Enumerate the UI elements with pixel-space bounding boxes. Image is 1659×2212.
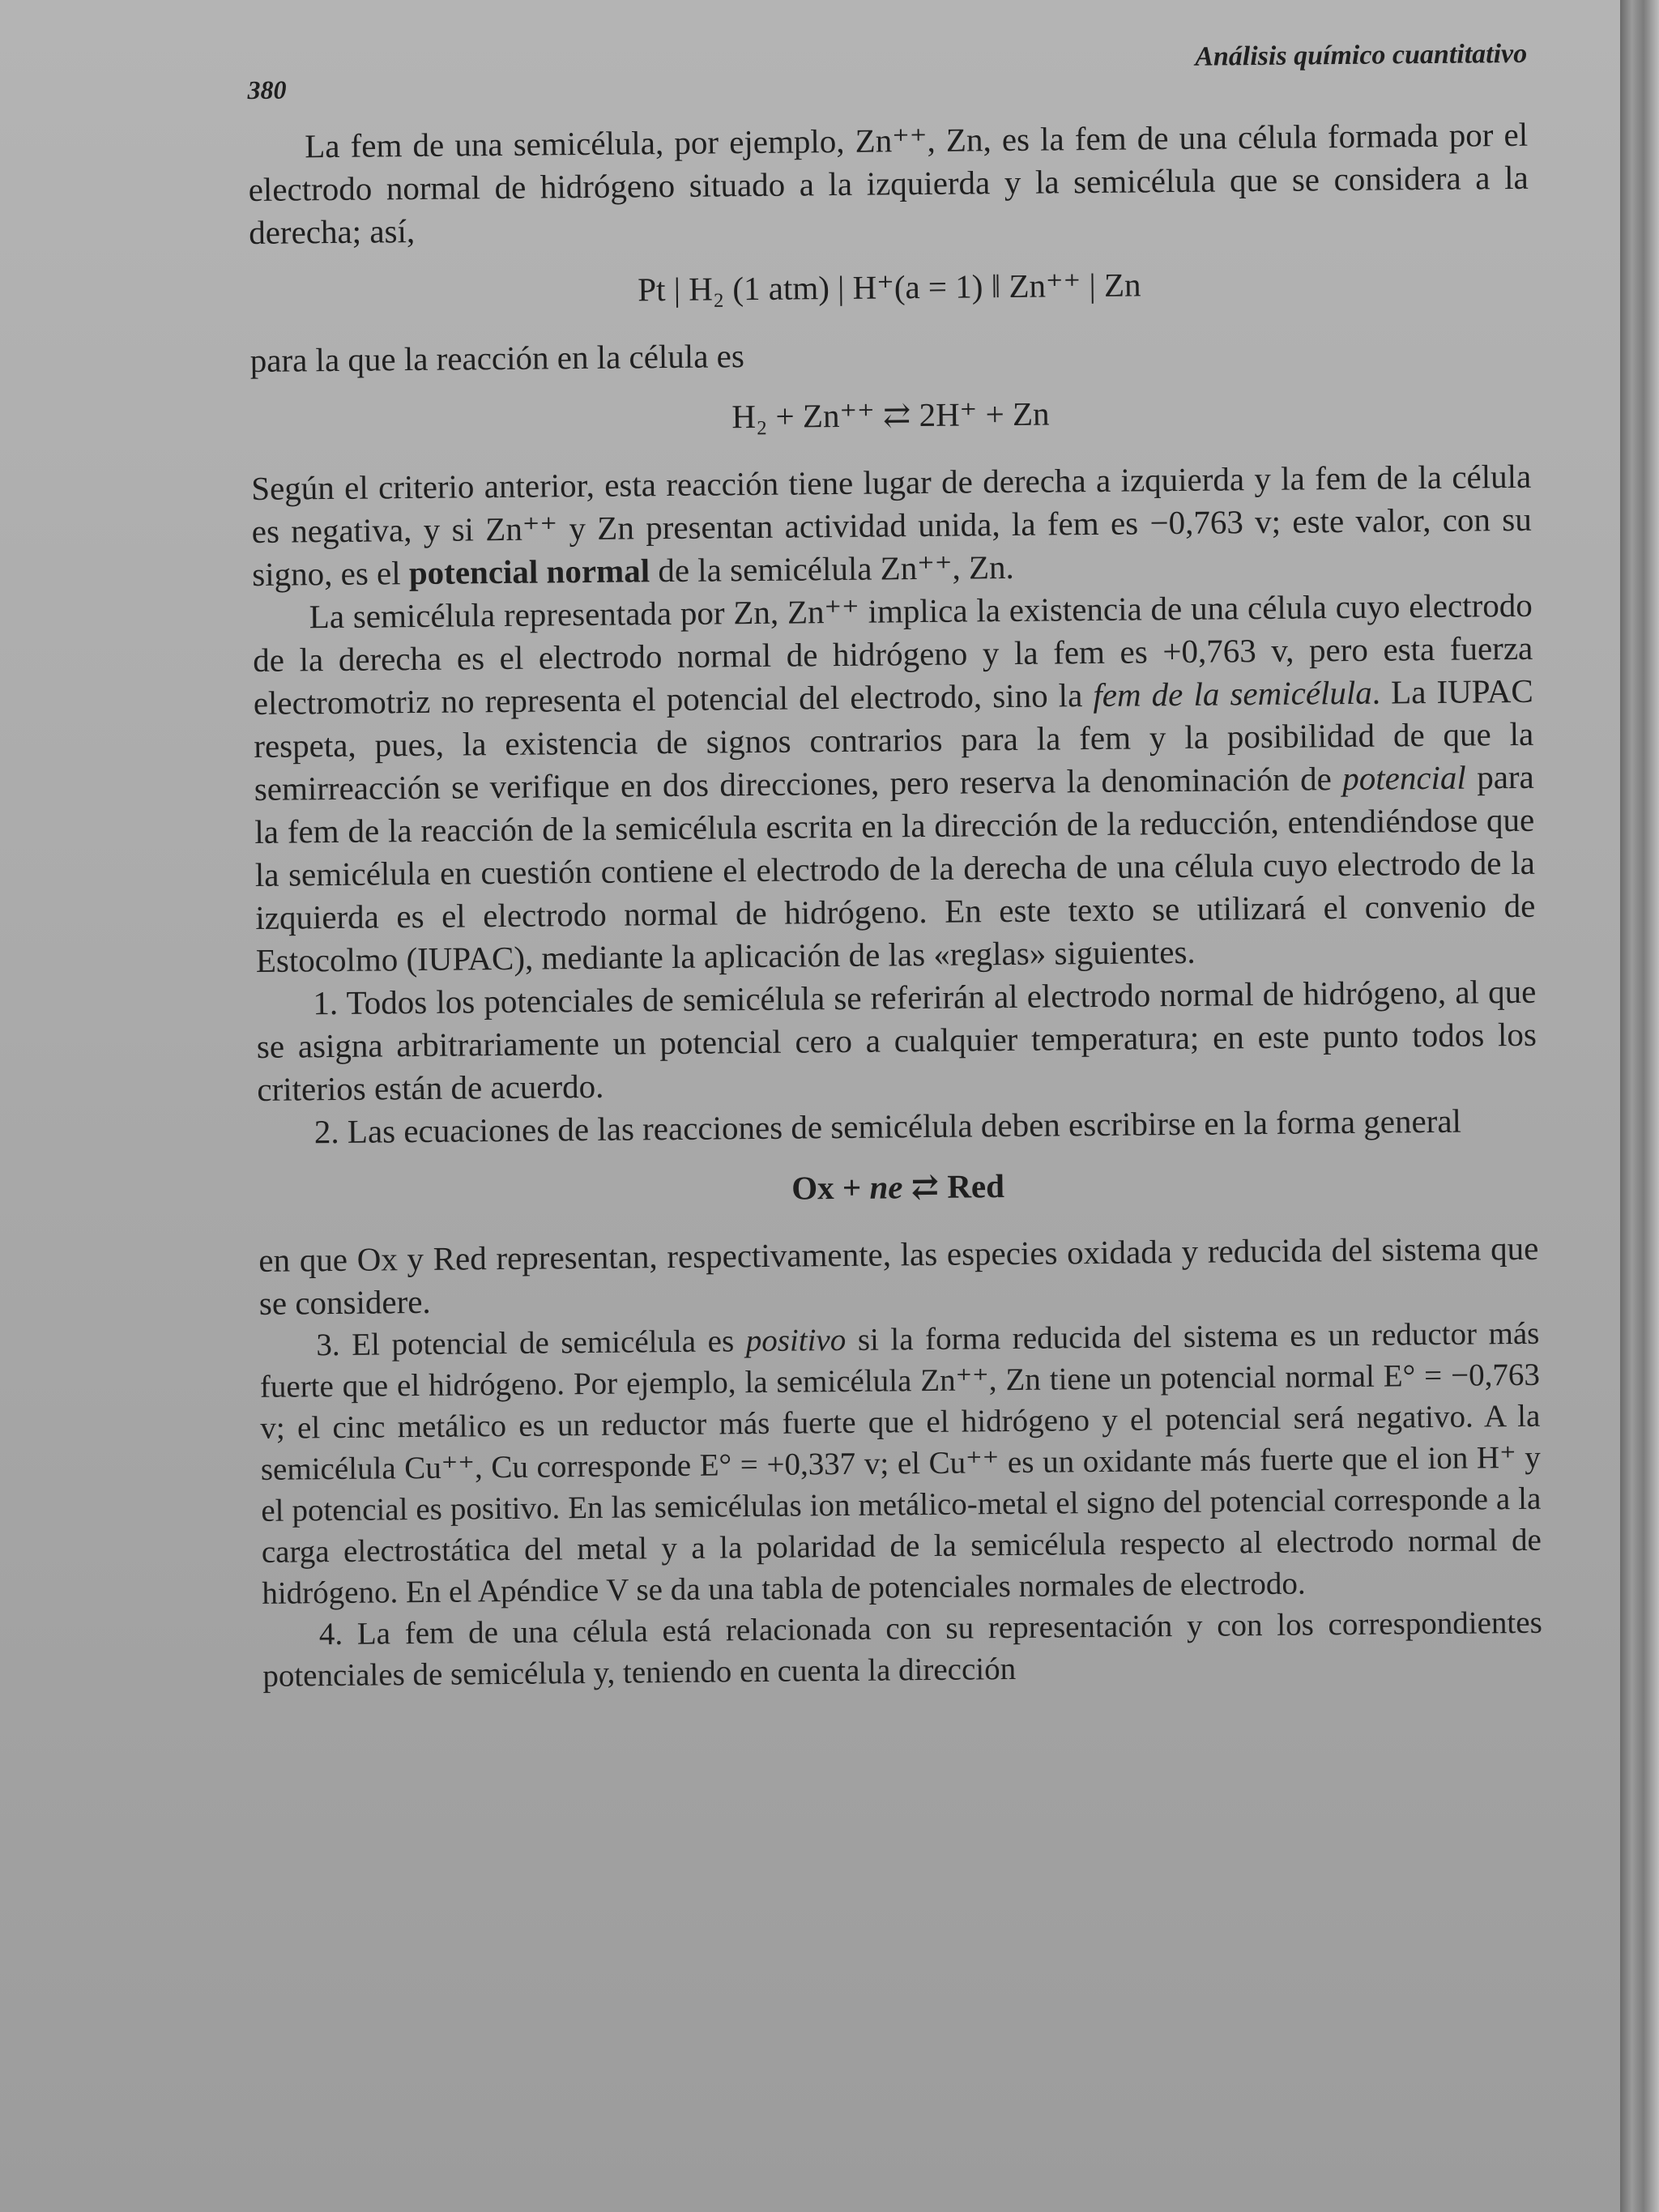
paragraph-4: La semicélula representada por Zn, Zn⁺⁺ implica la existencia de una célula cuyo electrodo de la derecha es el electrodo normal de hidrógeno y la fem es +0,763 v, pero esta fuerza electromotriz no representa el potencial del electrodo, sino la fem de la semicélula. La IUPAC respeta, pues, la existencia de signos contrarios para la fem y la posibilidad de que la semirreacción se verifique en dos direcciones, pero reserva la denominación de potencial para la fem de la reacción de la semicélula escrita en la dirección de la reducción, entendiéndose que la semicélula en cuestión contiene el electrodo de la derecha de una célula cuyo electrodo de la izquierda es el electrodo normal de hidrógeno. En este texto se utilizará el convenio de Estocolmo (IUPAC), mediante la aplicación de las «reglas» siguientes. <box>253 586 1536 979</box>
equation-cell-notation: Pt | H₂ (1 atm) | H⁺(a = 1) ‖ Zn⁺⁺ | Zn <box>638 266 1141 309</box>
rule-3: 3. El potencial de semicélula es positivo si la forma reducida del sistema es un reductor más fuerte que el hidrógeno. Por ejemplo, la semicélula Zn⁺⁺, Zn tiene un potencial normal E° = −0,763 v; el cinc metálico es un reductor más fuerte que el hidrógeno y el potencial será negativo. A la semicélula Cu⁺⁺, Cu corresponde E° = +0,337 v; el Cu⁺⁺ es un oxidante más fuerte que el ion H⁺ y el potencial es positivo. En las semicélulas ion metálico-metal el signo del potencial corresponde a la carga electrostática del metal y a la polaridad de la semicélula respecto al electrodo normal de hidrógeno. En el Apéndice V se da una tabla de potenciales normales de electrodo. <box>259 1315 1542 1611</box>
rule-1: 1. Todos los potenciales de semicélula se referirán al electrodo normal de hidrógeno, al que se asigna arbitrariamente un potencial cero a cualquier temperatura; en este punto todos los criterios están de acuerdo. <box>256 972 1537 1108</box>
running-title: Análisis químico cuantitativo <box>1195 38 1528 72</box>
term-fem-semicelula: fem de la semicélula <box>1093 673 1373 714</box>
page-text <box>247 32 1543 1697</box>
page-number: 380 <box>247 75 287 104</box>
page-header <box>247 32 1528 126</box>
rule-4: 4. La fem de una célula está relacionada con su representación y con los correspondientes potenciales de semicélula y, teniendo en cuenta la dirección <box>262 1605 1542 1694</box>
paragraph-1: La fem de una semicélula, por ejemplo, Zn⁺⁺, Zn, es la fem de una célula formada por el electrodo normal de hidrógeno situado a la izquierda y la semicélula que se considera a la derecha; así, <box>248 115 1529 251</box>
paragraph-5: en que Ox y Red representan, respectivamente, las especies oxidada y reducida del sistema que se considere. <box>258 1229 1539 1322</box>
paragraph-2: para la que la reacción en la célula es <box>249 337 745 379</box>
book-edge <box>1620 0 1659 2212</box>
term-potencial: potencial <box>1342 758 1467 798</box>
equation-general-form: Ox + ne ⇄ Red <box>791 1167 1005 1207</box>
term-potencial-normal: potencial normal <box>408 552 650 592</box>
paragraph-3: Según el criterio anterior, esta reacción tiene lugar de derecha a izquierda y la fem de la célula es negativa, y si Zn⁺⁺ y Zn presentan actividad unida, la fem es −0,763 v; este valor, con su signo, es el potencial normal de la semicélula Zn⁺⁺, Zn. <box>251 457 1532 593</box>
term-positivo: positivo <box>745 1322 847 1359</box>
equation-cell-reaction: H₂ + Zn⁺⁺ ⇄ 2H⁺ + Zn <box>731 394 1050 436</box>
rule-2: 2. Las ecuaciones de las reacciones de semicélula deben escribirse en la forma general <box>313 1102 1462 1151</box>
